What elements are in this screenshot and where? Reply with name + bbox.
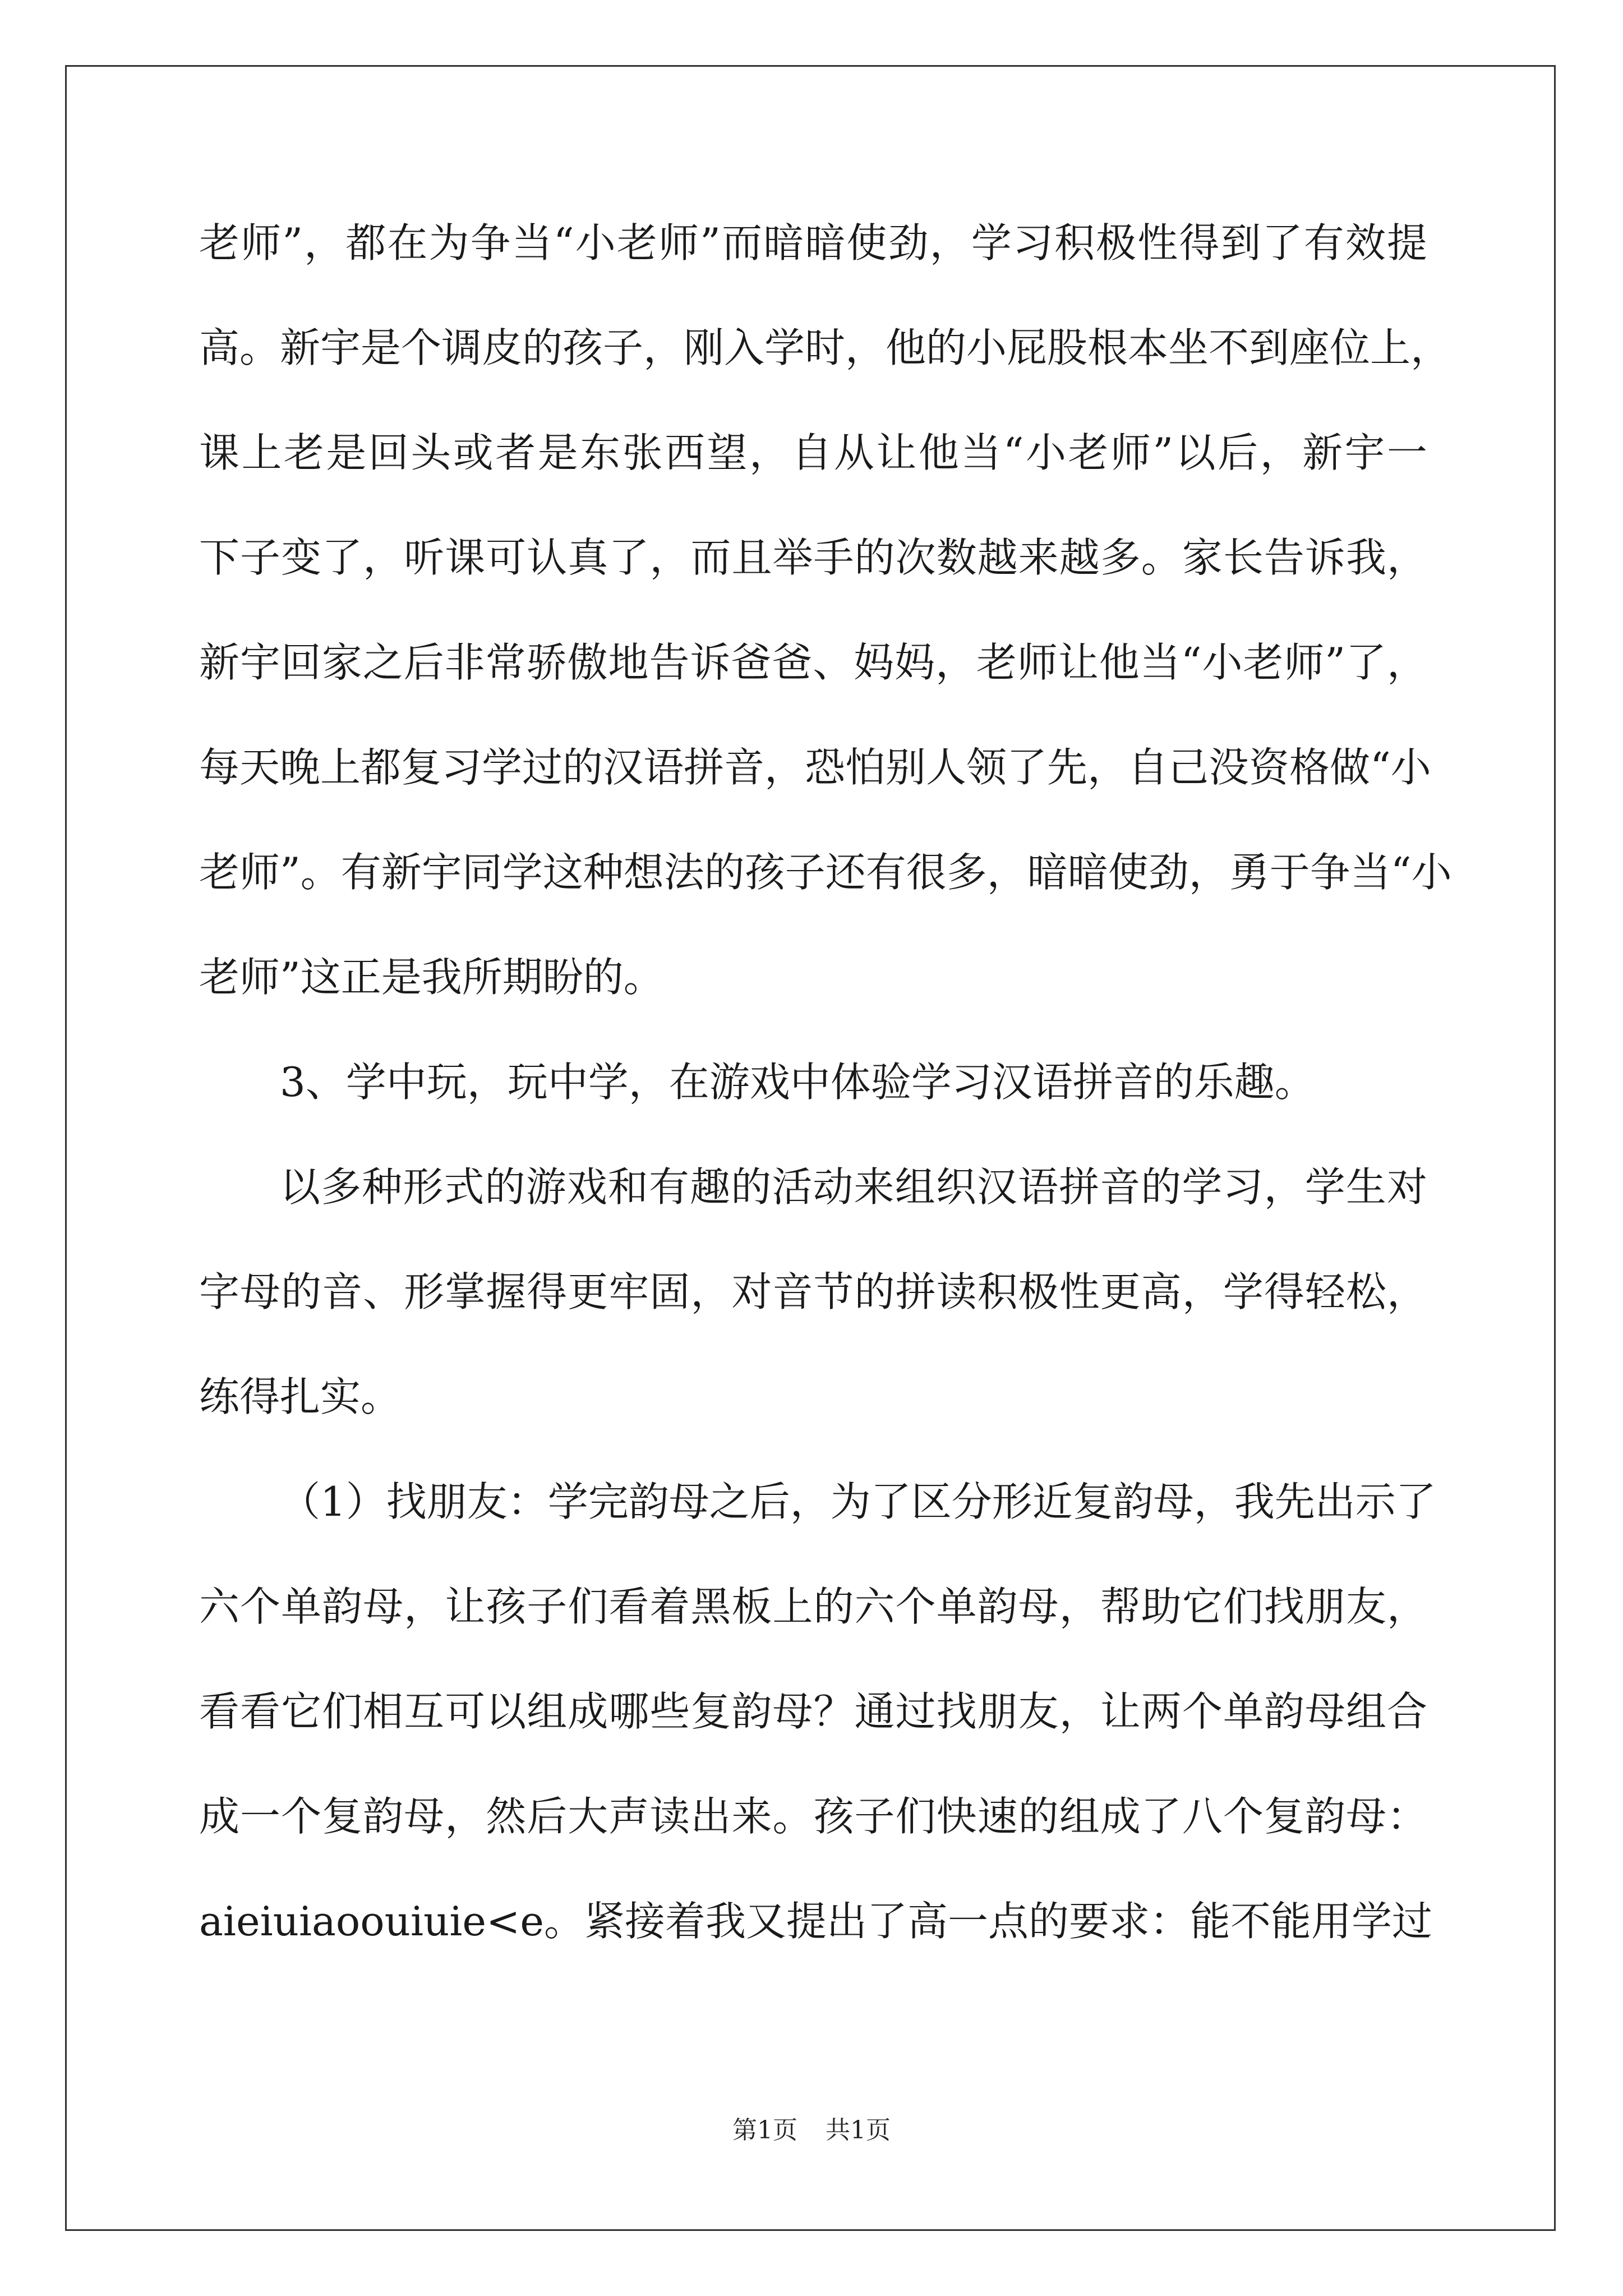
text-line: 老师”。有新宇同学这种想法的孩子还有很多，暗暗使劲，勇于争当“小 <box>199 849 1452 896</box>
text-line: 成一个复韵母，然后大声读出来。孩子们快速的组成了八个复韵母： <box>199 1793 1427 1840</box>
text-line: 以多种形式的游戏和有趣的活动来组织汉语拼音的学习，学生对 <box>280 1163 1427 1211</box>
text-line: 看看它们相互可以组成哪些复韵母？通过找朋友，让两个单韵母组合 <box>199 1688 1427 1735</box>
text-line: 每天晚上都复习学过的汉语拼音，恐怕别人领了先，自己没资格做“小 <box>199 744 1431 791</box>
text-line: 课上老是回头或者是东张西望，自从让他当“小老师”以后，新宇一 <box>199 429 1427 476</box>
section-heading: 3、学中玩，玩中学，在游戏中体验学习汉语拼音的乐趣。 <box>280 1059 1315 1106</box>
page-number-current: 第1页 <box>732 2116 797 2145</box>
text-line: 老师”这正是我所期盼的。 <box>199 954 664 1001</box>
text-line: 练得扎实。 <box>199 1373 402 1420</box>
page-footer <box>0 2114 1623 2147</box>
document-body <box>199 216 1452 1999</box>
text-line: 新宇回家之后非常骄傲地告诉爸爸、妈妈，老师让他当“小老师”了， <box>199 639 1427 686</box>
text-line: 老师”，都在为争当“小老师”而暗暗使劲，学习积极性得到了有效提 <box>199 219 1427 266</box>
text-line: aieiuiaoouiuie<e。紧接着我又提出了高一点的要求：能不能用学过 <box>199 1898 1432 1945</box>
text-line: 字母的音、形掌握得更牢固，对音节的拼读积极性更高，学得轻松， <box>199 1268 1427 1315</box>
text-line: 六个单韵母，让孩子们看着黑板上的六个单韵母，帮助它们找朋友， <box>199 1583 1427 1630</box>
text-line: （1）找朋友：学完韵母之后，为了区分形近复韵母，我先出示了 <box>280 1478 1436 1525</box>
page-number-total: 共1页 <box>826 2116 891 2145</box>
text-line: 高。新宇是个调皮的孩子，刚入学时，他的小屁股根本坐不到座位上， <box>199 324 1451 371</box>
text-line: 下子变了，听课可认真了，而且举手的次数越来越多。家长告诉我， <box>199 534 1427 581</box>
